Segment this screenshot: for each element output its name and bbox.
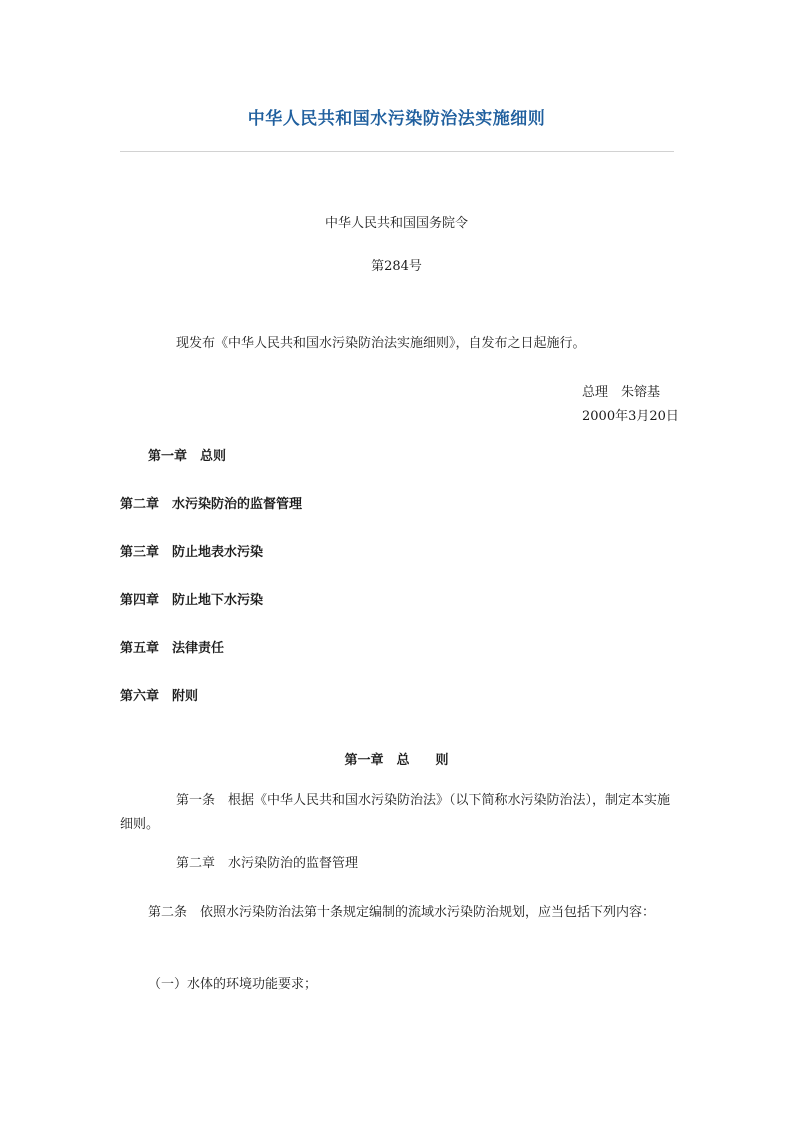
chapter-heading: 第一章 总 则 <box>344 753 449 768</box>
toc-item: 第二章 水污染防治的监督管理 <box>120 497 303 512</box>
article-paragraph: 第二条 依照水污染防治法第十条规定编制的流域水污染防治规划，应当包括下列内容： <box>148 905 656 920</box>
article-paragraph: 第一条 根据《中华人民共和国水污染防治法》（以下简称水污染防治法），制定本实施细则。 <box>120 793 671 832</box>
document-title: 中华人民共和国水污染防治法实施细则 <box>247 109 546 129</box>
signatory: 总理 朱镕基 <box>582 385 661 400</box>
toc-item: 第五章 法律责任 <box>120 641 225 656</box>
toc-item: 第六章 附则 <box>120 689 199 704</box>
toc-item: 第三章 防止地表水污染 <box>120 545 264 560</box>
toc-item: 第四章 防止地下水污染 <box>120 593 264 608</box>
title-divider <box>120 151 674 152</box>
issuer-line: 中华人民共和国国务院令 <box>324 216 468 231</box>
order-number: 第284号 <box>371 259 422 274</box>
list-item: （一）水体的环境功能要求； <box>148 977 318 992</box>
chapter-heading: 第二章 水污染防治的监督管理 <box>176 856 359 871</box>
toc-item: 第一章 总则 <box>148 449 227 464</box>
promulgation-text: 现发布《中华人民共和国水污染防治法实施细则》，自发布之日起施行。 <box>176 336 586 351</box>
issue-date: 2000年3月20日 <box>582 409 679 424</box>
